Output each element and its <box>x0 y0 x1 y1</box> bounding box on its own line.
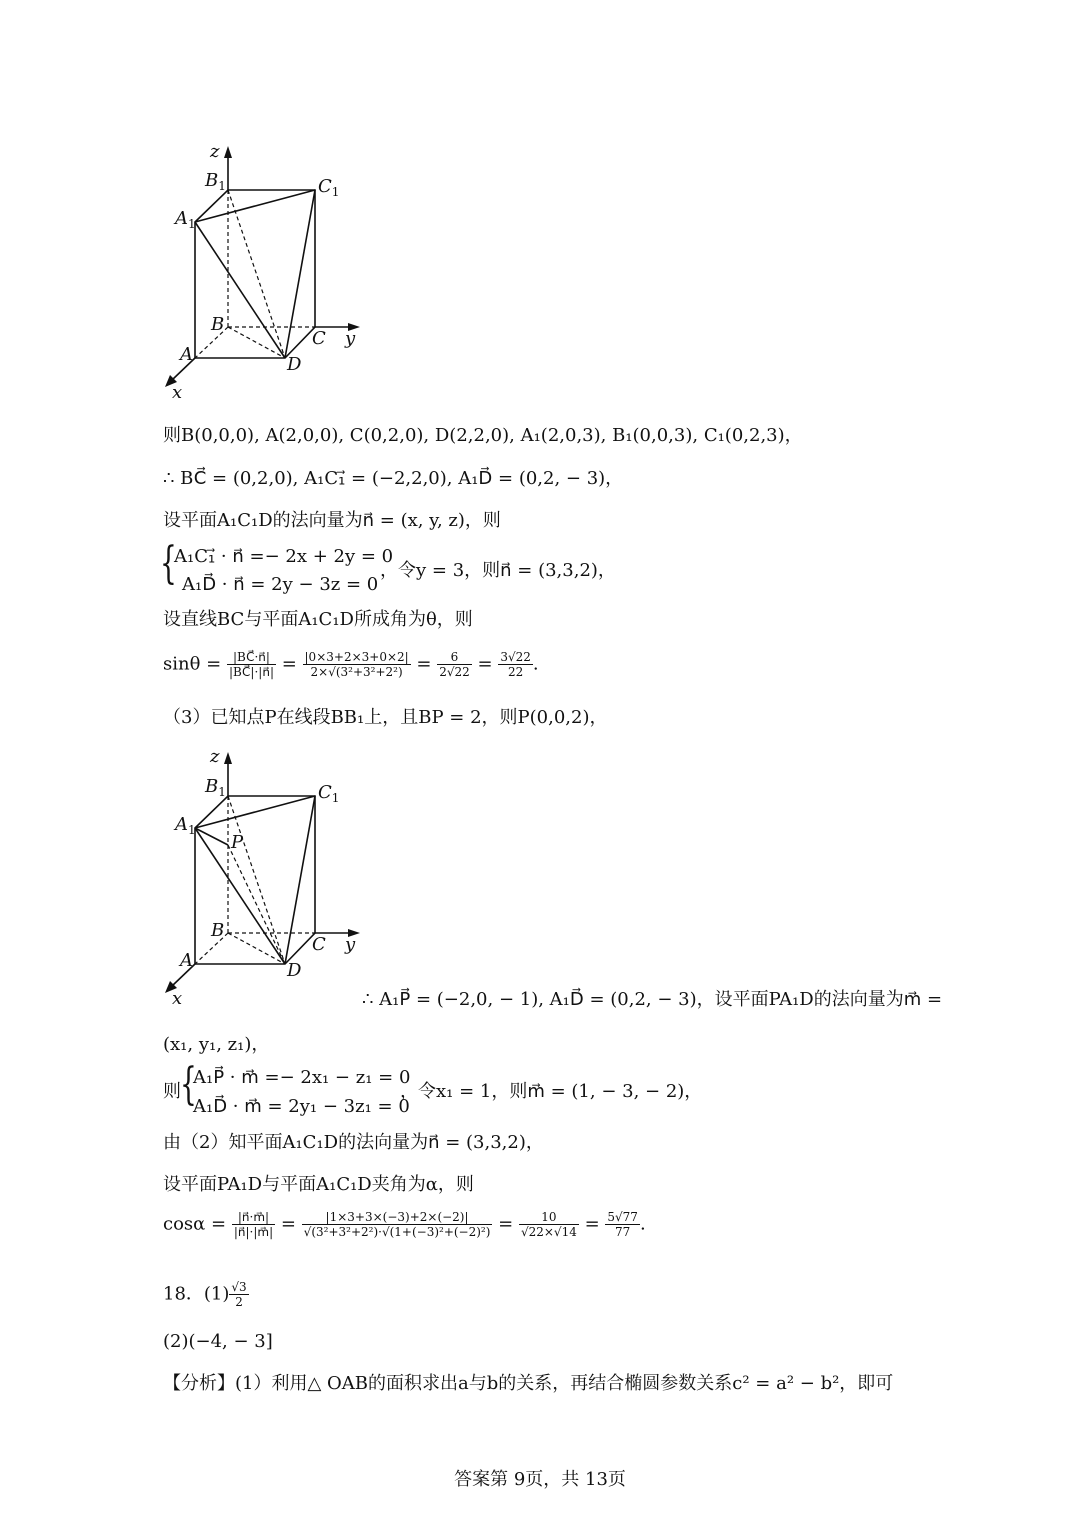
part3-line: （3）已知点P在线段BB₁上，且BP = 2，则P(0,0,2)， <box>163 707 608 728</box>
label-y: y <box>345 934 356 955</box>
label-D: D <box>287 960 302 981</box>
label-y: y <box>345 328 356 349</box>
normal-intro: 设平面A₁C₁D的法向量为n⃗ = (x, y, z)，则 <box>163 510 501 531</box>
cos-frac-1: $\frac{|n⃗\cdot m⃗|}{|n⃗|\cdot|m⃗|}$ <box>233 1210 274 1239</box>
sin-formula: sinθ = $\frac{|BC⃗\cdot n⃗|}{|BC⃗|\cdot|n⃗|}$ = $\frac{|0\times 3+2\times 3+0\times 2|}{\text{2×√(3²+3²+2²)}}$ = $\frac{6}{2√22}$ = $\frac{3√22}{22}$ . <box>163 650 539 679</box>
system-1-eq1: A₁C₁⃗ · n⃗ =− 2x + 2y = 0 <box>174 546 394 567</box>
label-z: z <box>210 141 220 162</box>
label-B: B <box>211 314 225 335</box>
sin-frac-4: $\frac{3√22}{22}$ <box>500 650 531 679</box>
q18-label: 18．(1) <box>163 1283 230 1305</box>
coords-line: 则B(0,0,0), A(2,0,0), C(0,2,0), D(2,2,0), A₁(2,0,3), B₁(0,0,3), C₁(0,2,3)， <box>163 425 803 446</box>
prism-figure-1 <box>160 135 380 405</box>
sin-frac-1: $\frac{|BC⃗\cdot n⃗|}{|BC⃗|\cdot|n⃗|}$ <box>228 650 274 679</box>
q18-answer-2: (2)(−4, − 3] <box>163 1331 273 1352</box>
label-C: C <box>312 934 326 955</box>
alpha-intro: 设平面PA₁D与平面A₁C₁D夹角为α，则 <box>163 1174 474 1195</box>
label-A1: $A_1$ <box>175 814 196 837</box>
cos-formula: cosα = $\frac{|n⃗\cdot m⃗|}{|n⃗|\cdot|m⃗|}$ = $\frac{|1\times 3+3\times(-3)+2\times(-2)|}{\text{√(3²+3²+2²)·√(1+(−3)²+(−2)²)}}$ = $\frac{10}{√22\times√14}$ = $\frac{5√77}{77}$ . <box>163 1210 646 1239</box>
system-1-tail: ，令y = 3，则n⃗ = (3,3,2)， <box>380 560 616 581</box>
sin-frac-3: $\frac{6}{2√22}$ <box>439 650 470 679</box>
analysis-line: 【分析】(1）利用△ OAB的面积求出a与b的关系，再结合椭圆参数关系c² = a² − b²，即可 <box>163 1373 894 1394</box>
label-B: B <box>211 920 225 941</box>
prism-figure-2 <box>160 740 380 1010</box>
vectors2-cont: (x₁, y₁, z₁)， <box>163 1034 270 1055</box>
label-B1: $B_1$ <box>205 776 226 799</box>
label-A: A <box>180 344 193 365</box>
label-P: P <box>231 832 244 853</box>
label-A1: $A_1$ <box>175 208 196 231</box>
q18-answer-1: $\frac{√3}{2}$ <box>231 1280 247 1309</box>
page-footer: 答案第 9页，共 13页 <box>454 1469 626 1490</box>
system-2-tail: ，令x₁ = 1，则m⃗ = (1, − 3, − 2)， <box>400 1081 703 1102</box>
cos-frac-2: $\frac{|1\times 3+3\times(-3)+2\times(-2)|}{\text{√(3²+3²+2²)·√(1+(−3)²+(−2)²)}}$ <box>303 1210 491 1239</box>
system-2-pre: 则 <box>163 1081 181 1102</box>
q18-line <box>163 1280 249 1309</box>
label-C1: $C_1$ <box>318 782 340 805</box>
sin-lhs: sinθ = <box>163 653 222 675</box>
label-C: C <box>312 328 326 349</box>
cos-frac-4: $\frac{5√77}{77}$ <box>607 1210 638 1239</box>
label-B1: $B_1$ <box>205 170 226 193</box>
brace-2: { <box>180 1059 197 1110</box>
brace-1: { <box>160 538 177 589</box>
angle-intro: 设直线BC与平面A₁C₁D所成角为θ，则 <box>163 609 473 630</box>
system-1-eq2: A₁D⃗ · n⃗ = 2y − 3z = 0 <box>182 574 379 595</box>
label-D: D <box>287 354 302 375</box>
cos-frac-3: $\frac{10}{√22\times√14}$ <box>520 1210 577 1239</box>
sin-frac-2: $\frac{|0\times 3+2\times 3+0\times 2|}{\text{2×√(3²+3²+2²)}}$ <box>304 650 409 679</box>
system-2-eq1: A₁P⃗ · m⃗ =− 2x₁ − z₁ = 0 <box>193 1067 411 1088</box>
from2-line: 由（2）知平面A₁C₁D的法向量为n⃗ = (3,3,2)， <box>163 1132 544 1153</box>
label-x: x <box>172 988 183 1009</box>
label-x: x <box>172 382 183 403</box>
vectors2-line: ∴ A₁P⃗ = (−2,0, − 1), A₁D⃗ = (0,2, − 3)，设平面PA₁D的法向量为m⃗ = <box>362 989 943 1010</box>
label-z: z <box>210 746 220 767</box>
cos-lhs: cosα = <box>163 1213 227 1235</box>
label-C1: $C_1$ <box>318 176 340 199</box>
vectors-line: ∴ BC⃗ = (0,2,0), A₁C₁⃗ = (−2,2,0), A₁D⃗ = (0,2, − 3)， <box>163 468 624 489</box>
label-A: A <box>180 950 193 971</box>
system-2-eq2: A₁D⃗ · m⃗ = 2y₁ − 3z₁ = 0 <box>193 1096 410 1117</box>
